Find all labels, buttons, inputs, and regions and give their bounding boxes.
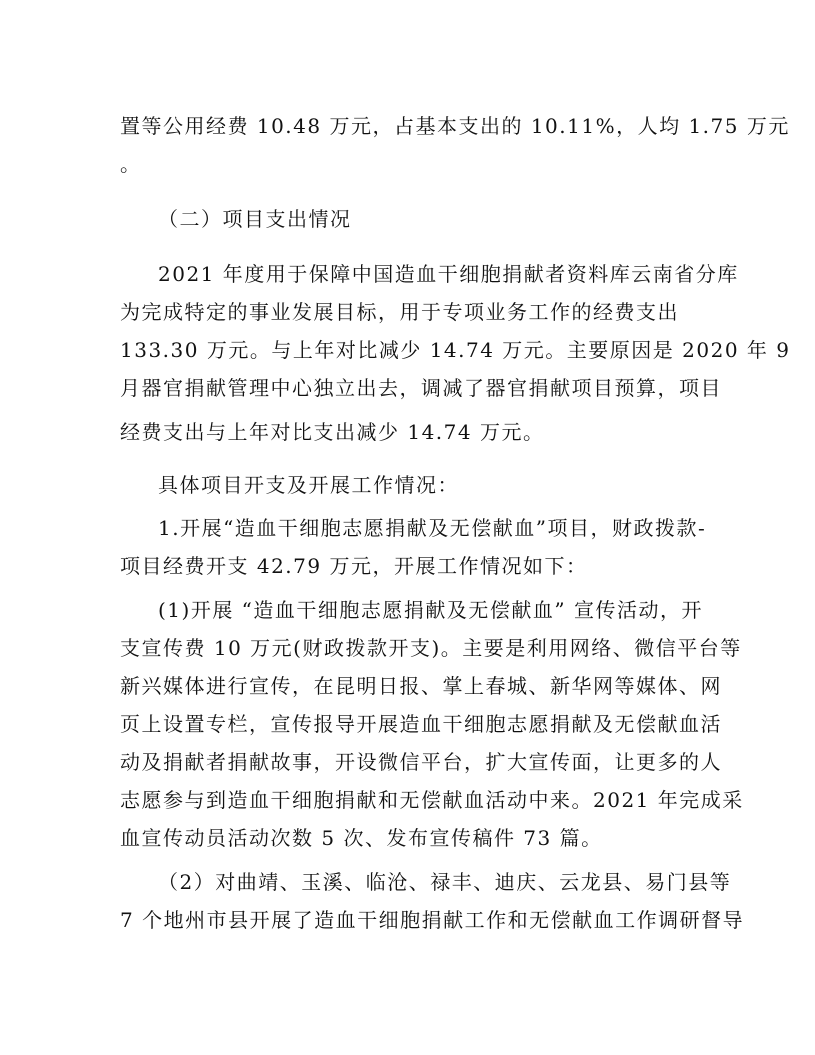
text-line: 新兴媒体进行宣传，在昆明日报、掌上春城、新华网等媒体、网: [120, 674, 722, 698]
text-line: 具体项目开支及开展工作情况：: [158, 473, 459, 497]
text-line: 支宣传费 10 万元(财政拨款开支)。主要是利用网络、微信平台等: [120, 636, 742, 660]
text-line: 。: [120, 152, 142, 176]
text-line: 月器官捐献管理中心独立出去，调减了器官捐献项目预算，项目: [120, 376, 722, 400]
text-line: 7 个地州市县开展了造血干细胞捐献工作和无偿献血工作调研督导: [120, 908, 745, 932]
text-line: 2021 年度用于保障中国造血干细胞捐献者资料库云南省分库: [158, 262, 739, 286]
text-line: (1)开展 “造血干细胞志愿捐献及无偿献血” 宣传活动，开: [158, 598, 703, 622]
text-line: 经费支出与上年对比支出减少 14.74 万元。: [120, 420, 545, 444]
text-line: 页上设置专栏，宣传报导开展造血干细胞志愿捐献及无偿献血活: [120, 712, 722, 736]
text-line: 动及捐献者捐献故事，开设微信平台，扩大宣传面，让更多的人: [120, 750, 722, 774]
text-line: 为完成特定的事业发展目标，用于专项业务工作的经费支出: [120, 300, 679, 324]
text-line: 项目经费开支 42.79 万元，开展工作情况如下：: [120, 554, 588, 578]
text-line: 置等公用经费 10.48 万元，占基本支出的 10.11%，人均 1.75 万元: [120, 114, 790, 138]
section-heading: （二）项目支出情况: [158, 207, 352, 231]
text-line: 1.开展“造血干细胞志愿捐献及无偿献血”项目，财政拨款-: [158, 516, 707, 540]
text-line: 血宣传动员活动次数 5 次、发布宣传稿件 73 篇。: [120, 826, 603, 850]
text-line: （2）对曲靖、玉溪、临沧、禄丰、迪庆、云龙县、易门县等: [158, 870, 732, 894]
text-line: 133.30 万元。与上年对比减少 14.74 万元。主要原因是 2020 年 9: [120, 338, 791, 362]
text-line: 志愿参与到造血干细胞捐献和无偿献血活动中来。2021 年完成采: [120, 788, 744, 812]
